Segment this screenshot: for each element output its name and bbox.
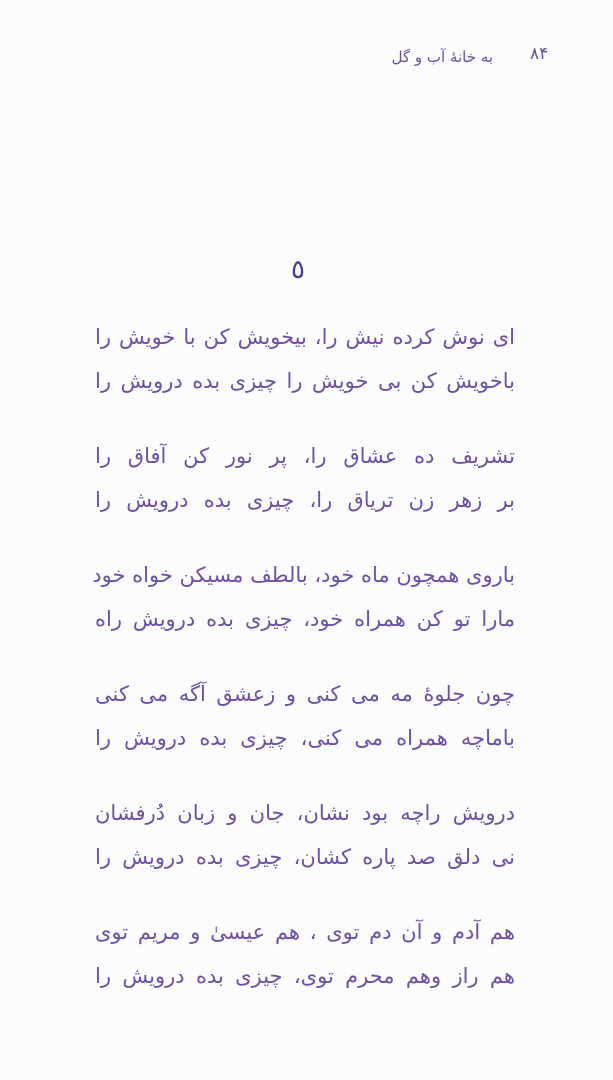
verse-line: نی دلق صد پاره کشان، چیزی بده درویش را (95, 845, 515, 869)
verse-line: مارا تو کن همراه خود، چیزی بده درویش راه (95, 607, 515, 631)
verse-line: درویش راچه بود نشان، جان و زبان دُرفشان (95, 801, 515, 825)
poem (92, 315, 515, 998)
stanza-1 (95, 315, 515, 403)
section-number: ٥ (291, 255, 305, 285)
verse-line: چون جلوهٔ مه می کنی و زعشق آگه می کنی (95, 682, 515, 706)
stanza-4 (95, 672, 515, 760)
verse-line: هم آدم و آن دم توی ، هم عیسیٰ و مریم توی (95, 920, 515, 944)
verse-line: تشریف ده عشاق را، پر نور کن آفاق را (95, 444, 515, 468)
page-number: ۸۴ (530, 44, 549, 64)
verse-line: ای نوش کرده نیش را، بیخویش کن با خویش را (95, 325, 515, 349)
stanza-2 (95, 434, 515, 522)
stanza-3 (92, 553, 515, 641)
verse-line: باخویش کن بی خویش را چیزی بده درویش را (95, 369, 515, 393)
stanza-6 (95, 910, 515, 998)
verse-line: هم راز وهم محرم توی، چیزی بده درویش را (95, 964, 515, 988)
running-header-title: به خانهٔ آب و گل (391, 48, 493, 66)
verse-line: بر زهر زن تریاق را، چیزی بده درویش را (95, 488, 515, 512)
verse-line: باروی همچون ماه خود، بالطف مسیکن خواه خود (92, 563, 515, 587)
stanza-5 (95, 791, 515, 879)
verse-line: باماچه همراه می کنی، چیزی بده درویش را (95, 726, 515, 750)
